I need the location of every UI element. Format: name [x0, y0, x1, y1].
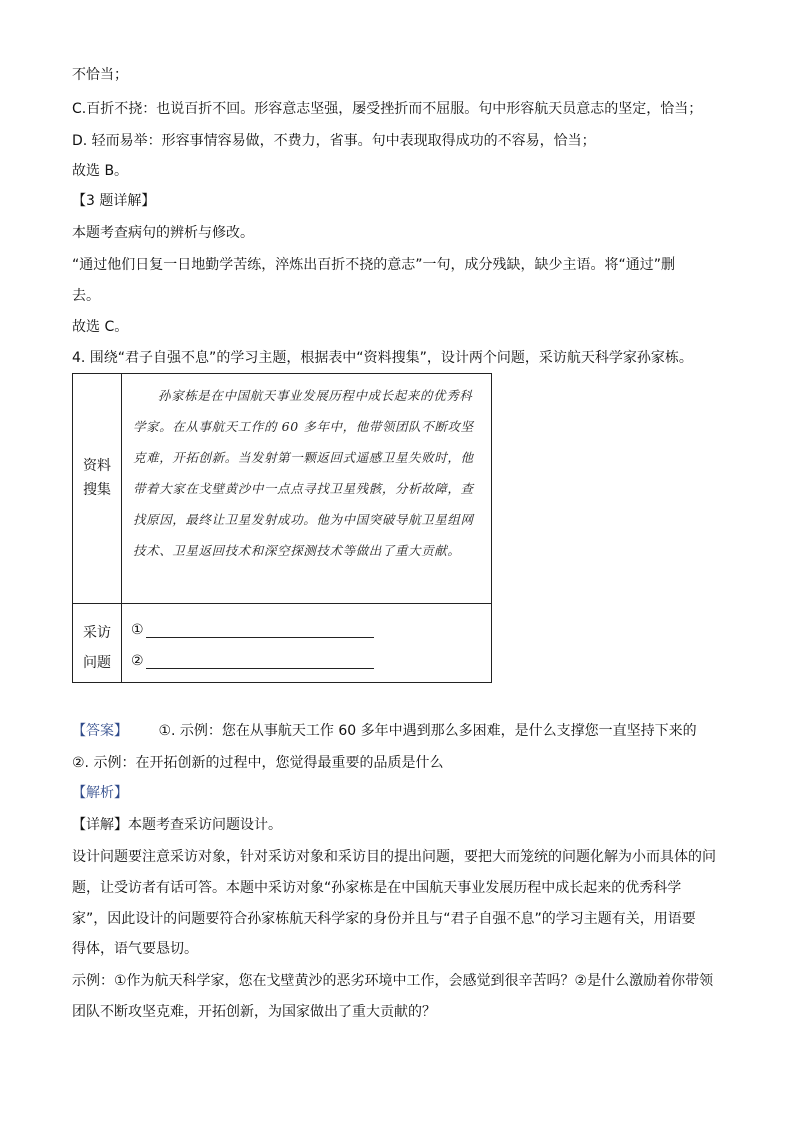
analysis-line: 设计问题要注意采访对象，针对采访对象和采访目的提出问题，要把大而笼统的问题化解为小而具体的问 — [72, 849, 716, 865]
answer-tag: 【答案】 — [72, 723, 128, 739]
question-blank-1[interactable] — [131, 622, 374, 638]
text-line: 不恰当； — [72, 67, 128, 83]
question-number: ① — [131, 622, 144, 638]
answer-line-1 — [72, 722, 697, 740]
analysis-tag: 【解析】 — [72, 785, 128, 801]
text-line: “通过他们日复一日地勤学苦练，淬炼出百折不挠的意志”一句，成分残缺，缺少主语。将“通过”删 — [72, 257, 676, 273]
text-line: D. 轻而易举：形容事情容易做，不费力，省事。句中表现取得成功的不容易，恰当； — [72, 133, 596, 149]
text-line: 去。 — [72, 288, 100, 304]
text-line: 故选 B。 — [72, 163, 129, 179]
analysis-line: 家”，因此设计的问题要符合孙家栋航天科学家的身份并且与“君子自强不息”的学习主题有关，用语要 — [72, 911, 696, 927]
analysis-line: 得体，语气要恳切。 — [72, 941, 198, 957]
answer-text: ①. 示例：您在从事航天工作 60 多年中遇到那么多困难，是什么支撑您一直坚持下来的 — [158, 723, 697, 739]
answer-underline[interactable] — [146, 623, 374, 638]
table-label-questions — [73, 618, 121, 678]
table-column-divider — [121, 374, 122, 682]
label-line: 采访 — [83, 625, 111, 641]
question-blank-2[interactable] — [131, 653, 374, 669]
text-line: 本题考查病句的辨析与修改。 — [72, 225, 254, 241]
analysis-line: 【详解】本题考查采访问题设计。 — [72, 817, 282, 833]
section-heading: 【3 题详解】 — [72, 193, 156, 209]
label-line: 问题 — [83, 655, 111, 671]
question-number: ② — [131, 653, 144, 669]
answer-line-2: ②. 示例：在开拓创新的过程中，您觉得最重要的品质是什么 — [72, 755, 444, 771]
label-line: 资料 — [83, 458, 111, 474]
analysis-line: 题，让受访者有话可答。本题中采访对象“孙家栋是在中国航天事业发展历程中成长起来的优秀科学 — [72, 880, 682, 896]
text-line: C.百折不挠：也说百折不回。形容意志坚强，屡受挫折而不屈服。句中形容航天员意志的坚定，恰当； — [72, 101, 703, 117]
text-line: 故选 C。 — [72, 319, 129, 335]
table-label-collect — [73, 454, 121, 502]
label-line: 搜集 — [83, 482, 111, 498]
table-row-divider — [73, 603, 491, 604]
answer-underline[interactable] — [146, 654, 374, 669]
analysis-line: 团队不断攻坚克难，开拓创新，为国家做出了重大贡献的？ — [72, 1004, 436, 1020]
resource-table — [72, 373, 492, 683]
question-prompt: 4. 围绕“君子自强不息”的学习主题，根据表中“资料搜集”，设计两个问题，采访航天科学家孙家栋。 — [72, 350, 693, 366]
table-content-paragraph: 孙家栋是在中国航天事业发展历程中成长起来的优秀科学家。在从事航天工作的 60 多年中，他带领团队不断攻坚克难，开拓创新。当发射第一颗返回式遥感卫星失败时，他带着大家在戈壁黄沙中一点点寻找卫星残骸，分析故障，查找原因，最终让卫星发射成功。他为中国突破导航卫星组网技术、卫星返回技术和深空探测技术等做出了重大贡献。 — [133, 388, 474, 558]
analysis-line: 示例：①作为航天科学家，您在戈壁黄沙的恶劣环境中工作，会感觉到很辛苦吗？②是什么激励着你带领 — [72, 973, 714, 989]
